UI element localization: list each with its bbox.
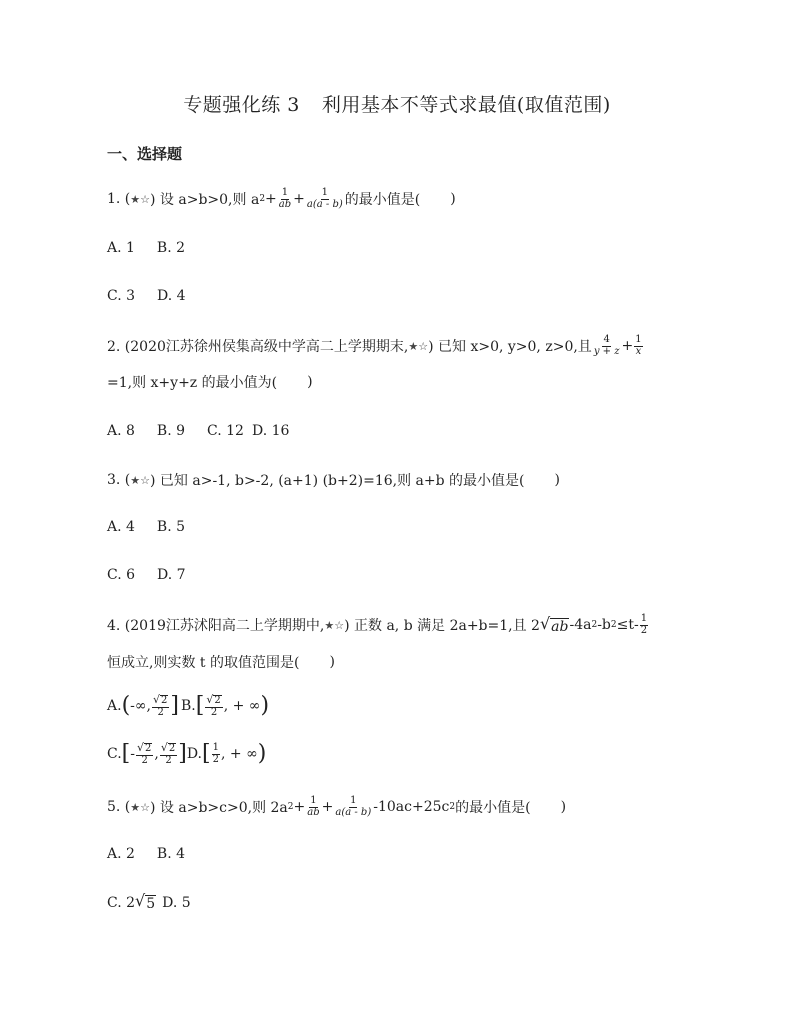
question-5-options-row-2 [107,893,191,912]
question-1-options-row-1 [107,240,207,256]
option-a[interactable]: A. 8 [107,423,135,439]
title-sub: 利用基本不等式求最值(取值范围) [321,94,611,116]
option-d[interactable]: D. 4 [157,288,186,304]
fraction: √ 2 2 [206,693,221,718]
title-main: 专题强化练 3 [183,94,300,116]
option-c[interactable]: C. [ - √ 2 2 , √ 2 2 ] [107,741,187,766]
difficulty-star-icon: ★☆ [324,618,345,632]
difficulty-star-icon: ★☆ [408,339,429,353]
fraction: $\frac{1}{ab}$ [278,187,292,210]
option-d[interactable]: D. [ $\frac{1}{2}$ , + ∞ ) [186,741,267,766]
question-4: 4. (2019江苏沭阳高二上学期期中, ★☆ ) 正数 a, b 满足 2a+b=1,且 2 √ ab -4a 2 -b 2 ≤t- $\frac{1}{2}$ [107,613,648,636]
option-d[interactable]: D. 7 [157,567,186,583]
fraction: √ 2 2 [153,693,168,718]
question-2: 2. (2020江苏徐州侯集高级中学高二上学期期末, ★☆ ) 已知 x>0, y>0, z>0,且 $\frac{4}{y + z}$ + $\frac{1}{x}$ [107,334,642,357]
difficulty-star-icon: ★☆ [130,800,151,814]
fraction: √ 2 2 [160,741,176,766]
option-c[interactable]: C. 2 √ 5 [107,891,156,912]
question-2-options [107,423,311,439]
option-c[interactable]: C. 3 [107,288,136,304]
option-a[interactable]: A. ( -∞, √ 2 2 ] [107,693,179,718]
option-b[interactable]: B. 5 [156,519,186,535]
question-2-line-2: =1,则 x+y+z 的最小值为( ) [107,374,313,391]
page-title [0,90,794,117]
fraction: $\frac{4}{y + z}$ [593,334,620,357]
question-3-options-row-2 [107,567,208,583]
question-1: 1. ( ★☆ ) 设 a>b>0,则 a 2 + $\frac{1}{ab}$ + $\frac{1}{a(a - b)}$ 的最小值是( ) [107,187,456,210]
fraction: $\frac{1}{2}$ [640,613,648,636]
option-d[interactable]: D. 16 [251,423,290,439]
option-a[interactable]: A. 2 [107,846,135,862]
fraction: $\frac{1}{ab}$ [307,795,320,818]
question-4-options-row-2 [107,742,266,766]
square-root: √ 5 [135,891,156,912]
difficulty-star-icon: ★☆ [130,473,151,487]
question-3-options-row-1 [107,519,207,535]
option-b[interactable]: B. 4 [156,846,186,862]
option-c[interactable]: C. 6 [107,567,136,583]
difficulty-star-icon: ★☆ [130,192,151,206]
option-d[interactable]: D. 5 [162,894,191,911]
fraction: $\frac{1}{a(a - b)}$ [335,795,372,818]
question-4-options-row-1 [107,694,269,718]
section-heading: 一、选择题 [107,145,183,163]
question-3: 3. ( ★☆ ) 已知 a>-1, b>-2, (a+1) (b+2)=16,则 a+b 的最小值是( ) [107,472,560,489]
question-5-options-row-1 [107,846,207,862]
option-a[interactable]: A. 4 [107,519,135,535]
square-root: √ ab [539,613,569,635]
option-b[interactable]: B. 2 [156,240,186,256]
question-5: 5. ( ★☆ ) 设 a>b>c>0,则 2a 2 + $\frac{1}{ab}$ + $\frac{1}{a(a - b)}$ -10ac+25c 2 的最小值是( ) [107,795,567,818]
fraction: $\frac{1}{2}$ [212,742,219,765]
option-c[interactable]: C. 12 [207,423,244,439]
fraction: $\frac{1}{a(a - b)}$ [306,187,343,210]
question-1-options-row-2 [107,288,208,304]
option-a[interactable]: A. 1 [107,240,135,256]
fraction: √ 2 2 [137,741,152,766]
option-b[interactable]: B. [ √ 2 2 , + ∞ ) [180,693,270,718]
option-b[interactable]: B. 9 [156,423,186,439]
fraction: $\frac{1}{x}$ [635,334,642,357]
question-4-line-2: 恒成立,则实数 t 的取值范围是( ) [107,654,335,671]
